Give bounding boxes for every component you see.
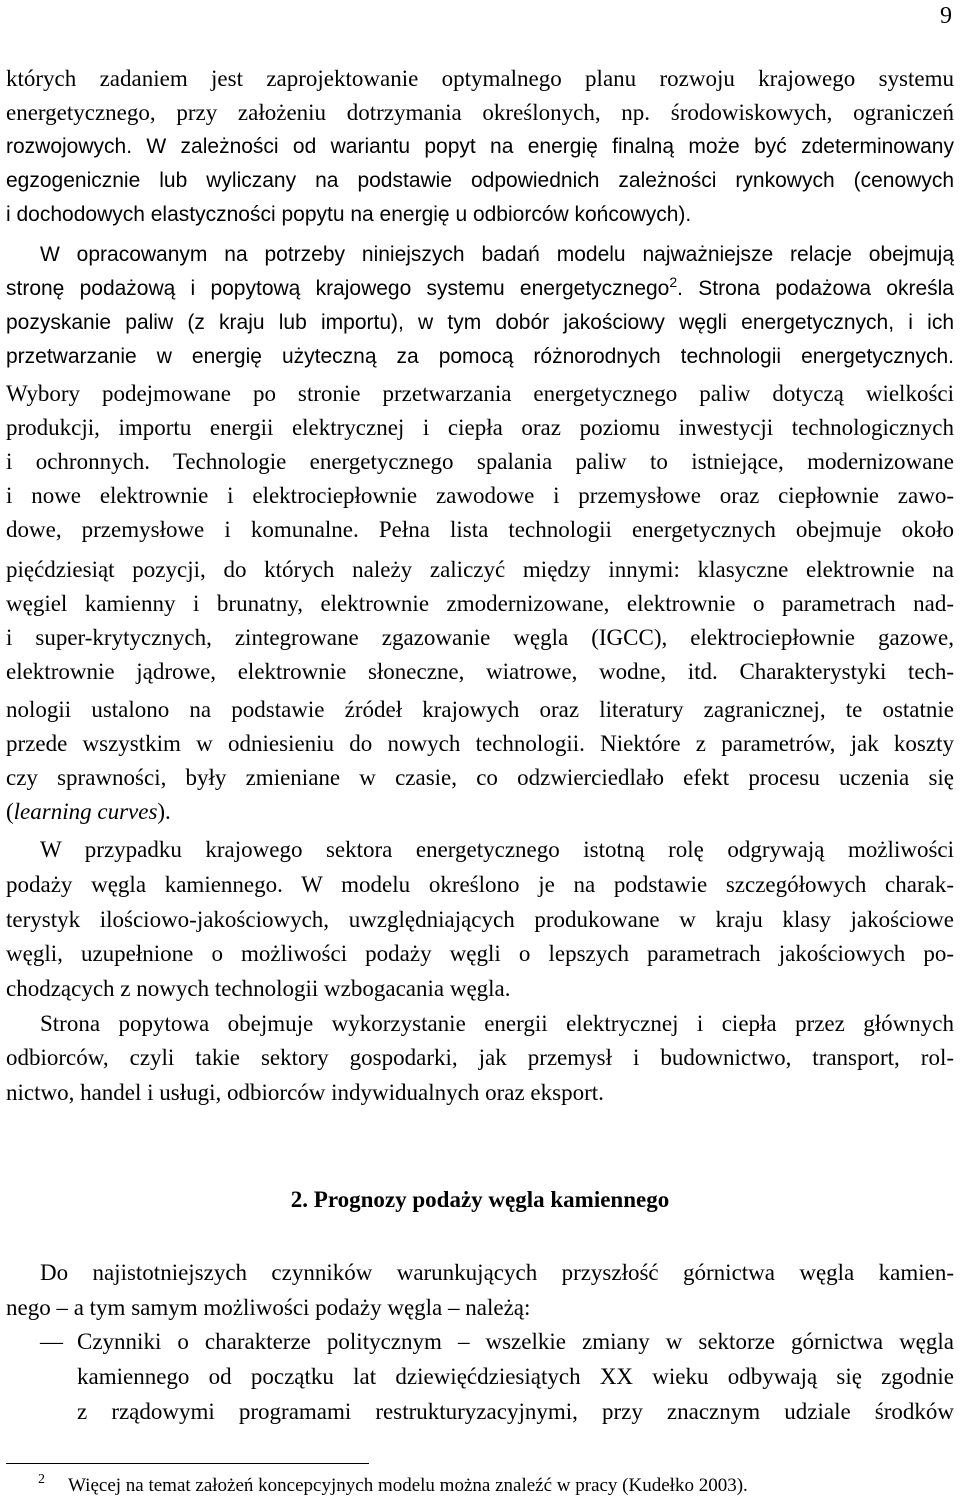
text-line: energetycznego, przy założeniu dotrzymania określonych, np. środowiskowych, ograniczeń xyxy=(6,100,954,125)
text-line: z rządowymi programami restrukturyzacyjnymi, przy znacznym udziale środków xyxy=(77,1399,954,1424)
text-line: W przypadku krajowego sektora energetycznego istotną rolę odgrywają możliwości xyxy=(40,837,954,862)
text-line: Wybory podejmowane po stronie przetwarzania energetycznego paliw dotyczą wielkości xyxy=(6,381,954,406)
text-line: Strona popytowa obejmuje wykorzystanie energii elektrycznej i ciepła przez głównych xyxy=(40,1011,954,1036)
text-line: i ochronnych. Technologie energetycznego spalania paliw to istniejące, modernizowane xyxy=(6,449,954,474)
footnote-divider xyxy=(6,1463,369,1464)
text-line: czy sprawności, były zmieniane w czasie, co odzwierciedlało efekt procesu uczenia się xyxy=(6,765,954,790)
text-line: pięćdziesiąt pozycji, do których należy zaliczyć między innymi: klasyczne elektrownie na xyxy=(6,557,954,582)
text-line: pozyskanie paliw (z kraju lub importu), w tym dobór jakościowy węgli energetycznych, i ich xyxy=(6,311,954,334)
text-line: egzogenicznie lub wyliczany na podstawie odpowiednich zależności rynkowych (cenowych xyxy=(6,169,954,192)
text-line: produkcji, importu energii elektrycznej i ciepła oraz poziomu inwestycji technologicznych xyxy=(6,415,954,440)
text-span: ( xyxy=(6,799,14,824)
italic-term: learning curves xyxy=(13,799,158,824)
text-line: i nowe elektrownie i elektrociepłownie zawodowe i przemysłowe oraz ciepłownie zawo- xyxy=(6,483,954,508)
text-span: . Strona podażowa określa xyxy=(677,277,954,300)
text-span: ). xyxy=(157,799,171,824)
text-line: rozwojowych. W zależności od wariantu popyt na energię finalną może być zdeterminowany xyxy=(6,135,954,158)
text-line: nologii ustalono na podstawie źródeł krajowych oraz literatury zagranicznej, te ostatnie xyxy=(6,697,954,722)
footnote-text: Więcej na temat założeń koncepcyjnych modelu można znaleźć w pracy (Kudełko 2003). xyxy=(68,1475,748,1496)
text-line: chodzących z nowych technologii wzbogacania węgla. xyxy=(6,976,511,1001)
text-line: nictwo, handel i usługi, odbiorców indywidualnych oraz eksport. xyxy=(6,1080,604,1105)
text-line xyxy=(6,272,954,306)
text-line: węgiel kamienny i brunatny, elektrownie zmodernizowane, elektrownie o parametrach nad- xyxy=(6,591,954,616)
text-line: podaży węgla kamiennego. W modelu określono je na podstawie szczegółowych charak- xyxy=(6,872,954,897)
text-line: przetwarzanie w energię użyteczną za pomocą różnorodnych technologii energetycznych. xyxy=(6,345,954,368)
text-span: stronę podażową i popytową krajowego systemu energetycznego xyxy=(6,277,670,300)
section-heading: 2. Prognozy podaży węgla kamiennego xyxy=(290,1187,670,1212)
text-line xyxy=(6,795,954,829)
text-line: dowe, przemysłowe i komunalne. Pełna lista technologii energetycznych obejmuje około xyxy=(6,517,954,542)
text-line: Czynniki o charakterze politycznym – wszelkie zmiany w sektorze górnictwa węgla xyxy=(77,1329,954,1354)
text-line: Do najistotniejszych czynników warunkujących przyszłość górnictwa węgla kamien- xyxy=(40,1260,954,1285)
text-line: elektrownie jądrowe, elektrownie słoneczne, wiatrowe, wodne, itd. Charakterystyki tech- xyxy=(6,659,954,684)
text-line: i super-krytycznych, zintegrowane zgazowanie węgla (IGCC), elektrociepłownie gazowe, xyxy=(6,625,954,650)
footnote-reference: 2 xyxy=(669,274,678,290)
text-line: i dochodowych elastyczności popytu na energię u odbiorców końcowych). xyxy=(6,203,692,226)
text-line: W opracowanym na potrzeby niniejszych badań modelu najważniejsze relacje obejmują xyxy=(40,243,954,266)
text-line: kamiennego od początku lat dziewięćdziesiątych XX wieku odbywają się zgodnie xyxy=(77,1364,954,1389)
text-line: przede wszystkim w odniesieniu do nowych technologii. Niektóre z parametrów, jak koszty xyxy=(6,731,954,756)
footnote-number: 2 xyxy=(38,1472,45,1487)
text-line: których zadaniem jest zaprojektowanie optymalnego planu rozwoju krajowego systemu xyxy=(6,66,954,91)
text-line: nego – a tym samym możliwości podaży węgla – należą: xyxy=(6,1295,531,1320)
text-line: terystyk ilościowo-jakościowych, uwzględniających produkowane w kraju klasy jakościowe xyxy=(6,907,954,932)
list-dash: — xyxy=(40,1329,63,1354)
text-line: odbiorców, czyli takie sektory gospodarki, jak przemysł i budownictwo, transport, rol- xyxy=(6,1045,954,1070)
text-line: węgli, uzupełnione o możliwości podaży węgli o lepszych parametrach jakościowych po- xyxy=(6,941,954,966)
page-number: 9 xyxy=(940,3,952,29)
